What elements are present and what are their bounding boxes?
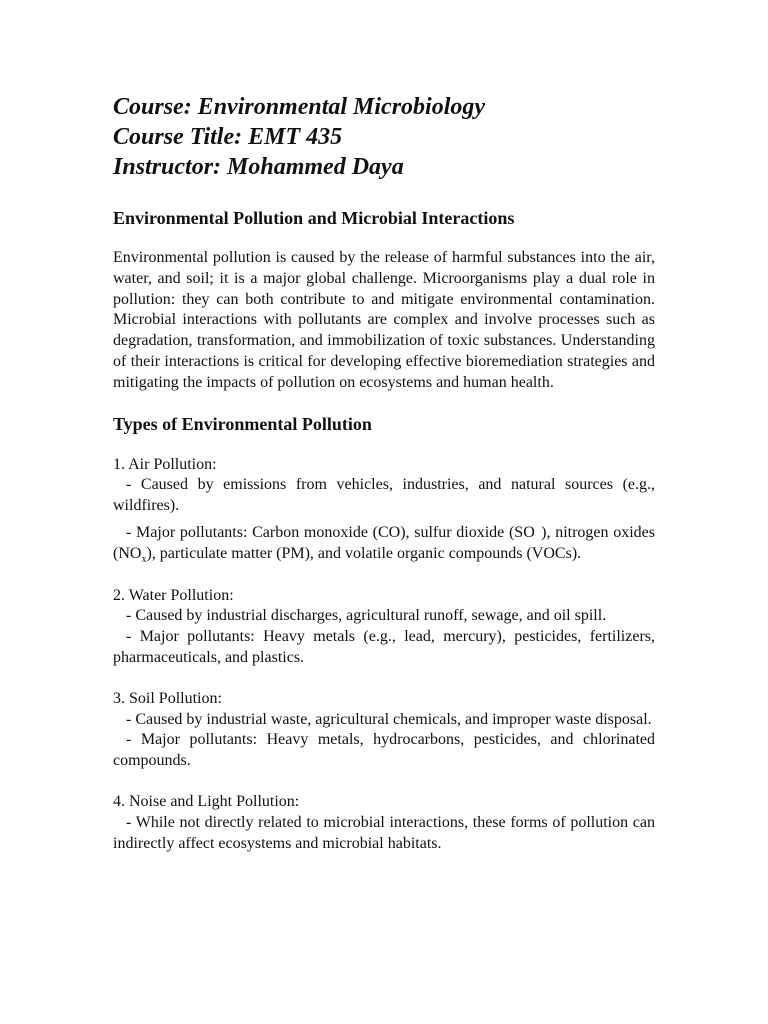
instructor-name: Instructor: Mohammed Daya: [113, 154, 404, 180]
water-pollution-cause: - Caused by industrial discharges, agricultural runoff, sewage, and oil spill.: [126, 607, 607, 625]
soil-pollution-cause: - Caused by industrial waste, agricultural chemicals, and improper waste disposal.: [126, 710, 652, 728]
nox-subscript: x: [141, 553, 147, 565]
water-pollution-title: 2. Water Pollution:: [113, 586, 234, 604]
list-item-noise-light-pollution: [113, 792, 655, 854]
air-pollution-title: 1. Air Pollution:: [113, 455, 217, 473]
section-heading-pollution-interactions: Environmental Pollution and Microbial Interactions: [113, 208, 515, 228]
water-pollution-pollutants: - Major pollutants: Heavy metals (e.g., lead, mercury), pesticides, fertilizers, pharmaceuticals, and plastics.: [113, 628, 655, 666]
noise-light-pollution-note: - While not directly related to microbial interactions, these forms of pollution can indirectly affect ecosystems and microbial habitats.: [113, 813, 655, 852]
course-title: Course Title: EMT 435: [113, 124, 343, 150]
soil-pollution-title: 3. Soil Pollution:: [113, 689, 222, 707]
air-pollution-pollutants: [113, 523, 655, 565]
air-pollutants-text-a: - Major pollutants: Carbon monoxide (CO), sulfur dioxide (SO ), nitrogen oxides (NO: [113, 523, 655, 562]
intro-paragraph: Environmental pollution is caused by the release of harmful substances into the air, water, and soil; it is a major global challenge. Microorganisms play a dual role in pollution: they can both contribute to and mitigate environmental contamination. Microbial interactions with pollutants are complex and involve processes such as degradation, transformation, and immobilization of toxic substances. Understanding of their interactions is critical for developing effective bioremediation strategies and mitigating the impacts of pollution on ecosystems and human health.: [113, 249, 655, 391]
air-pollutants-text-b: ), particulate matter (PM), and volatile organic compounds (VOCs).: [146, 544, 582, 562]
document-page: [113, 92, 655, 854]
soil-pollution-pollutants: - Major pollutants: Heavy metals, hydrocarbons, pesticides, and chlorinated compounds.: [113, 731, 655, 770]
course-name: Course: Environmental Microbiology: [113, 94, 486, 120]
section-heading-types: Types of Environmental Pollution: [113, 413, 372, 434]
list-item-water-pollution: [113, 586, 655, 669]
list-item-soil-pollution: [113, 689, 655, 772]
list-item-air-pollution: [113, 455, 655, 565]
course-header: [113, 92, 655, 182]
noise-light-pollution-title: 4. Noise and Light Pollution:: [113, 792, 300, 810]
air-pollution-cause: - Caused by emissions from vehicles, industries, and natural sources (e.g., wildfires).: [113, 476, 655, 515]
